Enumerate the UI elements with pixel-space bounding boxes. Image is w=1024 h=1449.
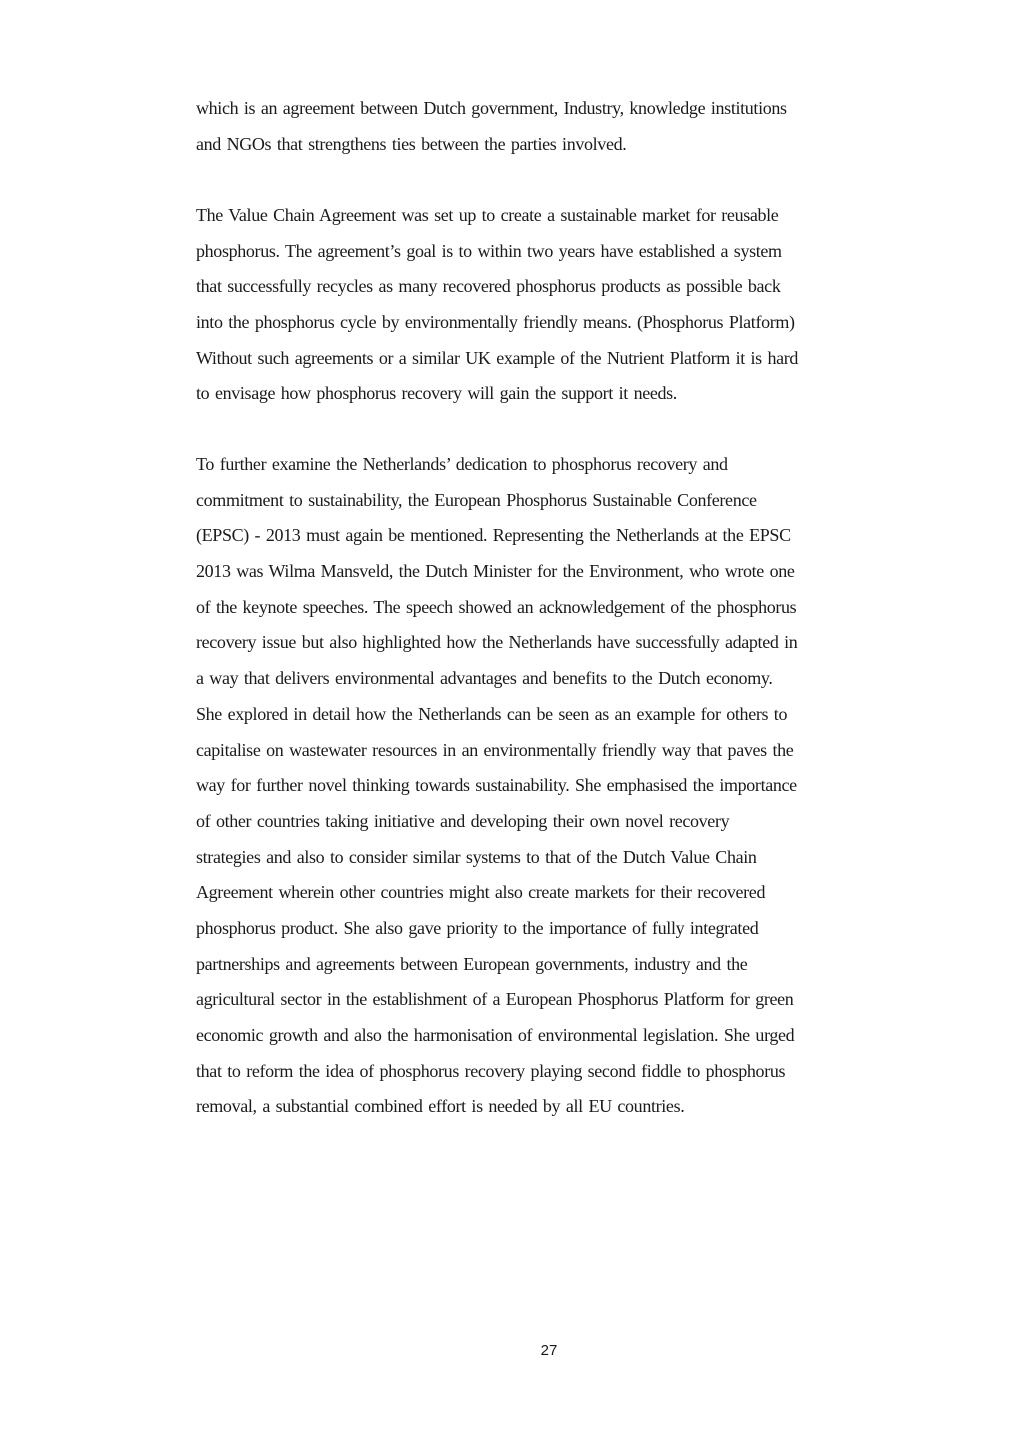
text-line: that to reform the idea of phosphorus recovery playing second fiddle to phosphorus: [196, 1060, 786, 1081]
text-line: Without such agreements or a similar UK example of the Nutrient Platform it is hard: [196, 347, 799, 368]
text-line: economic growth and also the harmonisation of environmental legislation. She urged: [196, 1025, 795, 1045]
text-line: which is an agreement between Dutch government, Industry, knowledge institutions: [196, 98, 787, 118]
paragraph-1: [196, 91, 908, 162]
text-line: (EPSC) - 2013 must again be mentioned. Representing the Netherlands at the EPSC: [196, 525, 791, 546]
text-line: She explored in detail how the Netherlands can be seen as an example for others to: [196, 703, 788, 724]
paragraph-3: [196, 447, 908, 1125]
text-line: and NGOs that strengthens ties between the parties involved.: [196, 133, 627, 154]
text-line: The Value Chain Agreement was set up to create a sustainable market for reusable: [196, 205, 779, 225]
text-line: 2013 was Wilma Mansveld, the Dutch Minister for the Environment, who wrote one: [196, 561, 795, 582]
text-line: To further examine the Netherlands’ dedication to phosphorus recovery and: [196, 454, 728, 474]
text-line: recovery issue but also highlighted how the Netherlands have successfully adapted in: [196, 632, 798, 653]
text-line: phosphorus. The agreement’s goal is to within two years have established a system: [196, 240, 782, 261]
text-line: a way that delivers environmental advantages and benefits to the Dutch economy.: [196, 668, 773, 689]
text-line: Agreement wherein other countries might also create markets for their recovered: [196, 882, 766, 903]
page-number: 27: [540, 1342, 558, 1359]
text-line: capitalise on wastewater resources in an environmentally friendly way that paves the: [196, 739, 794, 760]
text-line: that successfully recycles as many recovered phosphorus products as possible back: [196, 276, 781, 297]
text-line: of other countries taking initiative and developing their own novel recovery: [196, 810, 730, 831]
text-line: way for further novel thinking towards sustainability. She emphasised the importance: [196, 775, 797, 796]
text-line: removal, a substantial combined effort is needed by all EU countries.: [196, 1096, 685, 1117]
text-line: to envisage how phosphorus recovery will gain the support it needs.: [196, 383, 677, 404]
text-line: agricultural sector in the establishment of a European Phosphorus Platform for green: [196, 989, 794, 1010]
paragraph-2: [196, 198, 908, 412]
text-line: into the phosphorus cycle by environmentally friendly means. (Phosphorus Platform): [196, 312, 795, 333]
text-line: strategies and also to consider similar systems to that of the Dutch Value Chain: [196, 846, 757, 867]
text-line: of the keynote speeches. The speech showed an acknowledgement of the phosphorus: [196, 596, 797, 617]
text-line: commitment to sustainability, the European Phosphorus Sustainable Conference: [196, 489, 757, 510]
text-line: partnerships and agreements between European governments, industry and the: [196, 953, 748, 974]
text-line: phosphorus product. She also gave priority to the importance of fully integrated: [196, 917, 759, 938]
